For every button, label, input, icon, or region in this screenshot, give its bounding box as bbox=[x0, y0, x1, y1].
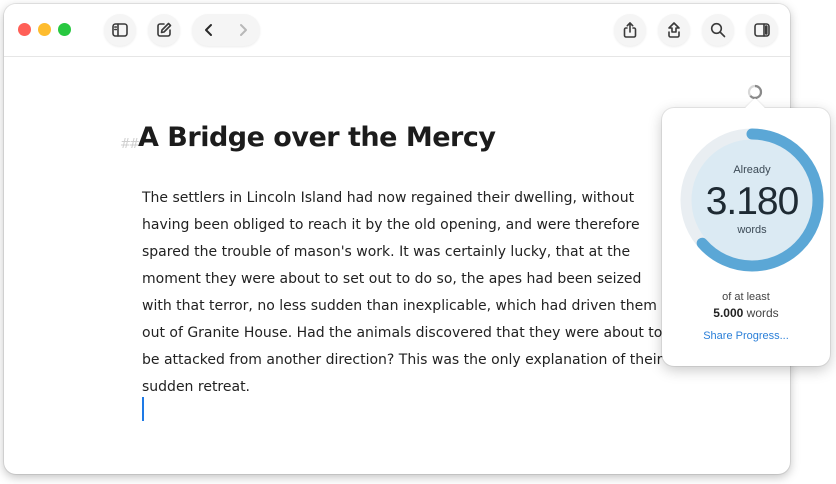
goal-of-label: of at least bbox=[722, 291, 770, 303]
new-note-button[interactable] bbox=[148, 14, 180, 46]
sidebar-icon bbox=[111, 21, 129, 39]
chevron-left-icon bbox=[201, 22, 217, 38]
share-progress-link[interactable]: Share Progress... bbox=[703, 330, 789, 342]
goal-target-unit: words bbox=[746, 306, 779, 320]
text-cursor bbox=[142, 397, 144, 421]
goal-already-label: Already bbox=[733, 164, 771, 176]
goal-target-value: 5.000 bbox=[713, 306, 744, 320]
toolbar bbox=[4, 4, 790, 57]
navigation-group bbox=[192, 14, 260, 46]
zoom-window-button[interactable] bbox=[58, 23, 71, 36]
export-icon bbox=[665, 21, 683, 39]
word-count-unit: words bbox=[737, 224, 767, 236]
forward-button[interactable] bbox=[226, 14, 260, 46]
share-button[interactable] bbox=[614, 14, 646, 46]
search-icon bbox=[709, 21, 727, 39]
toggle-sidebar-button[interactable] bbox=[104, 14, 136, 46]
document-body[interactable]: The settlers in Lincoln Island had now regained their dwelling, without having been obliged to reach it by the old opening, and were therefore spared the trouble of mason's work. It was certainly lucky, that at the moment they were about to set out to do so, the apes had been seized with that terror, no less sudden than inexplicable, which had driven them out of Granite House. Had the animals discovered that they were about to be attacked from another direction? This was the only explanation of their sudden retreat. bbox=[142, 190, 663, 395]
word-count: 3.180 bbox=[705, 180, 799, 223]
minimize-window-button[interactable] bbox=[38, 23, 51, 36]
close-window-button[interactable] bbox=[18, 23, 31, 36]
export-button[interactable] bbox=[658, 14, 690, 46]
goal-target bbox=[662, 306, 830, 320]
inspector-icon bbox=[753, 21, 771, 39]
share-icon bbox=[621, 21, 639, 39]
document-title[interactable]: A Bridge over the Mercy bbox=[138, 122, 496, 153]
writing-goal-popover bbox=[662, 108, 830, 366]
chevron-right-icon bbox=[235, 22, 251, 38]
back-button[interactable] bbox=[192, 14, 226, 46]
heading-marker: ## bbox=[120, 137, 138, 152]
toggle-inspector-button[interactable] bbox=[746, 14, 778, 46]
search-button[interactable] bbox=[702, 14, 734, 46]
compose-icon bbox=[155, 21, 173, 39]
